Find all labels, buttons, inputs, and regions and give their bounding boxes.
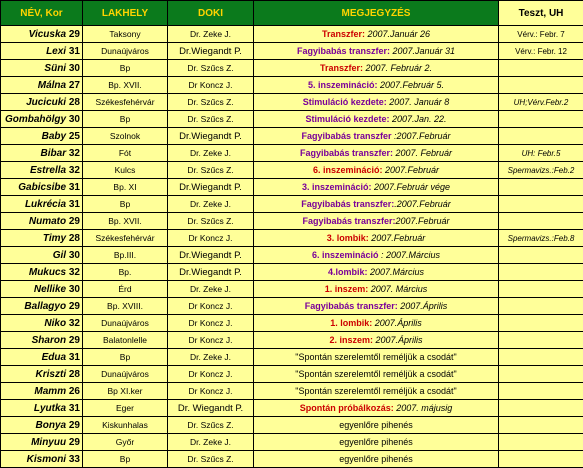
- note-date: 2007. Január 8: [387, 97, 450, 107]
- place-cell: Győr: [83, 434, 168, 451]
- patient-age: 31: [69, 182, 80, 193]
- patient-age: 30: [69, 114, 80, 125]
- patient-name: Jucicuki: [26, 97, 66, 108]
- note-date: 2007.Január 26: [365, 29, 430, 39]
- doctor-cell: Dr. Szűcs Z.: [168, 162, 254, 179]
- doctor-cell: Dr. Zeke J.: [168, 281, 254, 298]
- doctor-cell: Dr.Wiegandt P.: [168, 247, 254, 264]
- note-label: Fagyibabás transzfer:: [300, 148, 393, 158]
- test-cell: [499, 298, 583, 315]
- note-label: Transzfer:: [320, 63, 363, 73]
- patient-name: Gil: [53, 250, 66, 261]
- table-row: [1, 366, 583, 383]
- test-cell: [499, 332, 583, 349]
- table-body: [1, 26, 583, 468]
- note-cell: [254, 128, 499, 145]
- header-place: LAKHELY: [83, 1, 168, 26]
- test-cell: [499, 281, 583, 298]
- name-cell: [1, 298, 83, 315]
- patient-name: Sharon: [32, 335, 66, 346]
- patient-name: Baby: [42, 131, 66, 142]
- doctor-cell: Dr.Wiegandt P.: [168, 43, 254, 60]
- doctor-cell: Dr Koncz J.: [168, 366, 254, 383]
- note-date: 2007.Február: [369, 233, 426, 243]
- place-cell: Kiskunhalas: [83, 417, 168, 434]
- place-cell: Bp.: [83, 264, 168, 281]
- patient-name: Bibar: [41, 148, 67, 159]
- name-cell: [1, 434, 83, 451]
- note-cell: [254, 434, 499, 451]
- patient-age: 32: [69, 165, 80, 176]
- table-row: [1, 349, 583, 366]
- patient-name: Minyuu: [31, 437, 66, 448]
- patient-age: 28: [69, 369, 80, 380]
- note-cell: [254, 281, 499, 298]
- patient-age: 29: [69, 420, 80, 431]
- note-cell: [254, 332, 499, 349]
- patient-name: Málna: [38, 80, 66, 91]
- patient-name: Edua: [42, 352, 66, 363]
- table-row: [1, 94, 583, 111]
- note-cell: [254, 230, 499, 247]
- note-label: 3. lombik:: [327, 233, 369, 243]
- name-cell: [1, 417, 83, 434]
- note-cell: [254, 111, 499, 128]
- note-date: 2007.Április: [372, 318, 422, 328]
- table-row: [1, 383, 583, 400]
- doctor-cell: Dr. Szűcs Z.: [168, 213, 254, 230]
- note-date: :2007.Február: [391, 131, 450, 141]
- patient-age: 33: [69, 454, 80, 465]
- table-row: [1, 111, 583, 128]
- test-cell: [499, 196, 583, 213]
- header-name: NÉV, Kor: [1, 1, 83, 26]
- patient-name: Lukrécia: [25, 199, 66, 210]
- patient-age: 30: [69, 250, 80, 261]
- patient-age: 31: [69, 46, 80, 57]
- table-row: [1, 451, 583, 468]
- header-note: MEGJEGYZÉS: [254, 1, 499, 26]
- test-cell: [499, 77, 583, 94]
- table-row: [1, 213, 583, 230]
- name-cell: [1, 128, 83, 145]
- doctor-cell: Dr.Wiegandt P.: [168, 264, 254, 281]
- patient-age: 28: [69, 233, 80, 244]
- test-cell: [499, 383, 583, 400]
- place-cell: Bp. XVIII.: [83, 298, 168, 315]
- note-cell: [254, 247, 499, 264]
- note-cell: [254, 417, 499, 434]
- name-cell: [1, 60, 83, 77]
- note-date: 2007.Február vége: [371, 182, 450, 192]
- patient-age: 32: [69, 148, 80, 159]
- test-cell: [499, 264, 583, 281]
- doctor-cell: Dr Koncz J.: [168, 77, 254, 94]
- table-row: [1, 264, 583, 281]
- name-cell: [1, 213, 83, 230]
- doctor-cell: Dr. Szűcs Z.: [168, 60, 254, 77]
- place-cell: Dunaújváros: [83, 366, 168, 383]
- note-label: Stimuláció kezdete:: [305, 114, 389, 124]
- doctor-cell: Dr. Szűcs Z.: [168, 111, 254, 128]
- note-cell: [254, 451, 499, 468]
- patient-name: Nellike: [34, 284, 66, 295]
- patient-age: 26: [69, 386, 80, 397]
- test-cell: [499, 315, 583, 332]
- note-date: 2007. Február: [393, 148, 452, 158]
- test-cell: [499, 179, 583, 196]
- place-cell: Székesfehérvár: [83, 230, 168, 247]
- place-cell: Dunaújváros: [83, 43, 168, 60]
- note-date: 2007. Február 2.: [363, 63, 432, 73]
- patient-name: Lexi: [46, 46, 66, 57]
- patient-age: 30: [69, 284, 80, 295]
- patient-age: 31: [69, 352, 80, 363]
- patient-age: 29: [69, 216, 80, 227]
- doctor-cell: Dr. Wiegandt P.: [168, 400, 254, 417]
- note-cell: [254, 213, 499, 230]
- name-cell: [1, 247, 83, 264]
- table-row: [1, 196, 583, 213]
- note-date: 2007.Január 31: [390, 46, 455, 56]
- patient-name: Bonya: [36, 420, 67, 431]
- patient-name: Gombahölgy: [5, 114, 66, 125]
- note-cell: [254, 298, 499, 315]
- name-cell: [1, 26, 83, 43]
- patient-name: Estrella: [30, 165, 66, 176]
- note-cell: [254, 366, 499, 383]
- table-row: [1, 145, 583, 162]
- note-cell: [254, 349, 499, 366]
- note-label: 1. lombik:: [330, 318, 372, 328]
- doctor-cell: Dr Koncz J.: [168, 298, 254, 315]
- note-label: 1. inszem:: [325, 284, 369, 294]
- note-label: Transzfer:: [322, 29, 365, 39]
- name-cell: [1, 315, 83, 332]
- note-cell: [254, 77, 499, 94]
- doctor-cell: Dr. Szűcs Z.: [168, 94, 254, 111]
- doctor-cell: Dr. Zeke J.: [168, 26, 254, 43]
- note-date: 2007.Február: [395, 216, 449, 226]
- name-cell: [1, 349, 83, 366]
- test-cell: Spermavizs.:Feb.2: [499, 162, 583, 179]
- note-cell: [254, 162, 499, 179]
- patient-name: Vicuska: [29, 29, 66, 40]
- place-cell: Eger: [83, 400, 168, 417]
- note-cell: [254, 60, 499, 77]
- patient-age: 31: [69, 199, 80, 210]
- test-cell: [499, 434, 583, 451]
- note-date: "Spontán szerelemtől reméljük a csodát": [295, 386, 456, 396]
- table-row: [1, 281, 583, 298]
- test-cell: [499, 366, 583, 383]
- note-cell: [254, 26, 499, 43]
- patient-name: Kriszti: [36, 369, 67, 380]
- patient-age: 29: [69, 301, 80, 312]
- note-label: 4.lombik:: [328, 267, 368, 277]
- doctor-cell: Dr.Wiegandt P.: [168, 128, 254, 145]
- doctor-cell: Dr. Zeke J.: [168, 145, 254, 162]
- place-cell: Balatonlelle: [83, 332, 168, 349]
- doctor-cell: Dr. Szűcs Z.: [168, 417, 254, 434]
- patient-age: 29: [69, 335, 80, 346]
- table-row: [1, 332, 583, 349]
- name-cell: [1, 230, 83, 247]
- place-cell: Taksony: [83, 26, 168, 43]
- patient-name: Gabicsibe: [18, 182, 66, 193]
- table-row: [1, 162, 583, 179]
- patient-name: Ballagyo: [24, 301, 66, 312]
- name-cell: [1, 383, 83, 400]
- doctor-cell: Dr. Zeke J.: [168, 349, 254, 366]
- table-row: [1, 230, 583, 247]
- note-date: .2007.Február: [394, 199, 451, 209]
- patient-name: Süni: [44, 63, 66, 74]
- patient-age: 25: [69, 131, 80, 142]
- doctor-cell: Dr Koncz J.: [168, 230, 254, 247]
- header-test: Teszt, UH: [499, 1, 583, 26]
- doctor-cell: Dr. Szűcs Z.: [168, 451, 254, 468]
- note-cell: [254, 196, 499, 213]
- note-label: Fagyibabás transzfer:: [297, 46, 390, 56]
- doctor-cell: Dr Koncz J.: [168, 315, 254, 332]
- table-row: [1, 128, 583, 145]
- patient-name: Lyutka: [34, 403, 66, 414]
- note-date: 2007.Február: [382, 165, 439, 175]
- name-cell: [1, 179, 83, 196]
- test-cell: Vérv.: Febr. 12: [499, 43, 583, 60]
- place-cell: Bp XI.ker: [83, 383, 168, 400]
- name-cell: [1, 111, 83, 128]
- header-row: [1, 1, 583, 26]
- place-cell: Bp.III.: [83, 247, 168, 264]
- test-cell: Vérv.: Febr. 7: [499, 26, 583, 43]
- note-cell: [254, 400, 499, 417]
- test-cell: UH: Febr.5: [499, 145, 583, 162]
- test-cell: [499, 60, 583, 77]
- patient-age: 29: [69, 437, 80, 448]
- note-cell: [254, 43, 499, 60]
- place-cell: Bp: [83, 60, 168, 77]
- place-cell: Fót: [83, 145, 168, 162]
- note-date: 2007. Március: [368, 284, 427, 294]
- note-date: 2007.Április: [398, 301, 448, 311]
- patient-age: 30: [69, 63, 80, 74]
- table-row: [1, 26, 583, 43]
- note-label: 2. inszem:: [329, 335, 373, 345]
- note-label: Stimuláció kezdete:: [303, 97, 387, 107]
- name-cell: [1, 400, 83, 417]
- test-cell: [499, 247, 583, 264]
- note-date: 2007.Február 5.: [377, 80, 444, 90]
- table-row: [1, 417, 583, 434]
- patient-name: Mukucs: [29, 267, 66, 278]
- note-label: Spontán próbálkozás:: [300, 403, 394, 413]
- doctor-cell: Dr Koncz J.: [168, 332, 254, 349]
- patient-name: Timy: [43, 233, 66, 244]
- table-row: [1, 247, 583, 264]
- test-cell: [499, 111, 583, 128]
- note-label: 5. inszemináció:: [308, 80, 378, 90]
- table-row: [1, 77, 583, 94]
- place-cell: Bp: [83, 451, 168, 468]
- patient-age: 28: [69, 97, 80, 108]
- table-row: [1, 315, 583, 332]
- place-cell: Bp: [83, 349, 168, 366]
- place-cell: Dunaújváros: [83, 315, 168, 332]
- note-date: "Spontán szerelemtől reméljük a csodát": [295, 352, 456, 362]
- patient-name: Kismoni: [27, 454, 66, 465]
- test-cell: UH;Vérv.Febr.2: [499, 94, 583, 111]
- patient-age: 31: [69, 403, 80, 414]
- test-cell: [499, 451, 583, 468]
- table-row: [1, 298, 583, 315]
- note-date: "Spontán szerelemtől reméljük a csodát": [295, 369, 456, 379]
- test-cell: [499, 417, 583, 434]
- patient-name: Mamm: [34, 386, 66, 397]
- place-cell: Bp: [83, 111, 168, 128]
- note-cell: [254, 315, 499, 332]
- table-row: [1, 43, 583, 60]
- patient-age: 32: [69, 267, 80, 278]
- note-label: 6. inszemináció: [312, 250, 379, 260]
- note-cell: [254, 145, 499, 162]
- name-cell: [1, 366, 83, 383]
- patient-name: Niko: [44, 318, 66, 329]
- table-row: [1, 60, 583, 77]
- note-date: egyenlőre pihenés: [339, 454, 413, 464]
- test-cell: [499, 213, 583, 230]
- note-cell: [254, 264, 499, 281]
- note-label: 6. inszemináció:: [313, 165, 383, 175]
- place-cell: Székesfehérvár: [83, 94, 168, 111]
- place-cell: Bp: [83, 196, 168, 213]
- test-cell: [499, 128, 583, 145]
- test-cell: [499, 400, 583, 417]
- test-cell: [499, 349, 583, 366]
- name-cell: [1, 43, 83, 60]
- name-cell: [1, 94, 83, 111]
- name-cell: [1, 264, 83, 281]
- note-cell: [254, 94, 499, 111]
- note-label: Fagyibabás transzfer: [301, 131, 391, 141]
- name-cell: [1, 196, 83, 213]
- note-date: 2007. májusig: [394, 403, 453, 413]
- note-date: egyenlőre pihenés: [339, 437, 413, 447]
- doctor-cell: Dr Koncz J.: [168, 383, 254, 400]
- note-label: 3. inszemináció:: [302, 182, 372, 192]
- note-date: 2007.Jan. 22.: [389, 114, 446, 124]
- table-row: [1, 179, 583, 196]
- note-label: Fagyibabás transzfer:: [302, 216, 395, 226]
- note-label: Fagyibabás transzfer:: [305, 301, 398, 311]
- doctor-cell: Dr. Zeke J.: [168, 196, 254, 213]
- name-cell: [1, 77, 83, 94]
- place-cell: Érd: [83, 281, 168, 298]
- table-row: [1, 400, 583, 417]
- note-cell: [254, 179, 499, 196]
- header-doctor: DOKI: [168, 1, 254, 26]
- patient-age: 29: [69, 29, 80, 40]
- patient-age: 32: [69, 318, 80, 329]
- table-row: [1, 434, 583, 451]
- note-date: 2007.Március: [367, 267, 424, 277]
- name-cell: [1, 451, 83, 468]
- place-cell: Kulcs: [83, 162, 168, 179]
- note-date: 2007.Április: [373, 335, 423, 345]
- place-cell: Bp. XI: [83, 179, 168, 196]
- name-cell: [1, 281, 83, 298]
- test-cell: Spermavizs.:Feb.8: [499, 230, 583, 247]
- note-cell: [254, 383, 499, 400]
- note-date: : 2007.Március: [379, 250, 441, 260]
- patient-age: 27: [69, 80, 80, 91]
- note-label: Fagyibabás transzfer:: [301, 199, 394, 209]
- doctor-cell: Dr.Wiegandt P.: [168, 179, 254, 196]
- name-cell: [1, 145, 83, 162]
- name-cell: [1, 332, 83, 349]
- note-date: egyenlőre pihenés: [339, 420, 413, 430]
- place-cell: Szolnok: [83, 128, 168, 145]
- place-cell: Bp. XVII.: [83, 213, 168, 230]
- place-cell: Bp. XVII.: [83, 77, 168, 94]
- doctor-cell: Dr. Zeke J.: [168, 434, 254, 451]
- name-cell: [1, 162, 83, 179]
- patient-name: Numato: [29, 216, 66, 227]
